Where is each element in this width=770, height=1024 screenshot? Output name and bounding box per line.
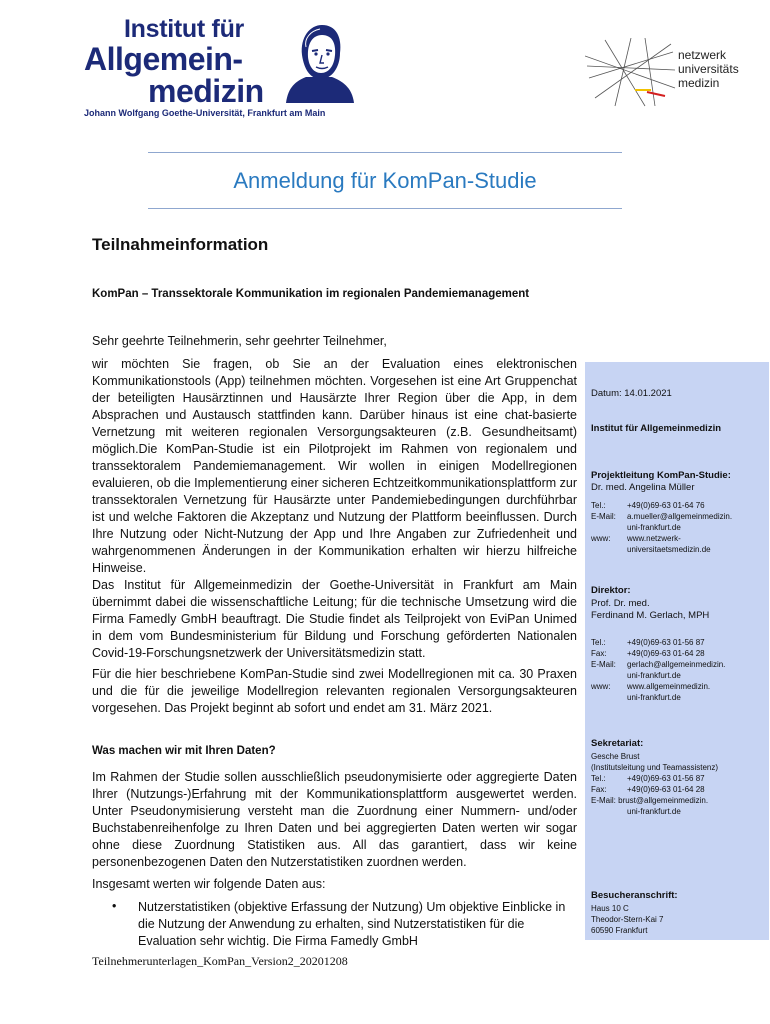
sidebar-d-www-2: uni-frankfurt.de: [627, 693, 681, 702]
network-logo: [585, 38, 739, 108]
paragraph-institute: Das Institut für Allgemeinmedizin der Goethe-Universität in Frankfurt am Main übernimmt dabei die wissenschaftliche Leitung; für die technische Umsetzung wird die Firma Famedly GmbH beauftragt. Die Studie findet als Teilprojekt von EviPan Unimed in dem vom Bundesministerium für Bildung und Forschung geförderten Nationalen Covid-19-Forschungsnetzwerk der Universitätsmedizin statt.: [92, 578, 577, 660]
title-rule-bottom: [148, 208, 622, 209]
greeting: Sehr geehrte Teilnehmerin, sehr geehrter Teilnehmer,: [92, 334, 387, 348]
sidebar-project-lead-label: Projektleitung KomPan-Studie:: [591, 470, 731, 481]
sidebar-pl-www-2: universitaetsmedizin.de: [627, 545, 711, 554]
sidebar-secretariat-role: (Institutsleitung und Teamassistenz): [591, 763, 719, 772]
network-logo-line-2: universitäts: [678, 62, 739, 76]
sidebar-director-title: Prof. Dr. med.: [591, 598, 650, 609]
paragraph-model-regions: Für die hier beschriebene KomPan-Studie sind zwei Modellregionen mit ca. 30 Praxen und die für die jeweilige Modellregion relevanten regionalen Versorgungsakteuren vorgesehen. Das Projekt beginnt ab sofort und endet am 31. März 2021.: [92, 667, 577, 715]
network-logo-line-3: medizin: [678, 76, 720, 90]
contact-sidebar: [585, 362, 769, 940]
paragraph-data: Im Rahmen der Studie sollen ausschließlich pseudonymisierte oder aggregierte Daten Ihrer (Nutzungs-)Erfahrung mit der Kommunikationsplattform ausgewertet werden. Unter Pseudonymisierung versteht man die Zuordnung einer Nummern- und/oder Buchstabenreihenfolge zu Ihren Daten und bei aggregierten Daten werten wir sogar ohne diese Zuordnung Statistiken aus. All das garantiert, dass wir keine personenbezogenen Daten den Nutzerstatistiken zuordnen werden.: [92, 770, 577, 869]
goethe-portrait-icon: [276, 17, 362, 105]
data-heading: Was machen wir mit Ihren Daten?: [92, 745, 276, 757]
logo-line-2: Allgemein-: [84, 41, 243, 77]
sidebar-pl-email-2: uni-frankfurt.de: [627, 523, 681, 532]
sidebar-d-fax: Fax: +49(0)69-63 01-64 28: [591, 649, 705, 658]
footer-filename: Teilnehmerunterlagen_KomPan_Version2_20201208: [92, 954, 348, 968]
sidebar-d-phone: Tel.: +49(0)69-63 01-56 87: [591, 638, 705, 647]
study-title: KomPan – Transsektorale Kommunikation im regionalen Pandemiemanagement: [92, 288, 530, 300]
bullet-icon: •: [112, 899, 117, 913]
sidebar-pl-www: www: www.netzwerk-: [591, 534, 681, 543]
network-lines-icon: [585, 38, 677, 108]
section-title: Teilnahmeinformation: [92, 235, 269, 254]
sidebar-pl-phone: Tel.: +49(0)69-63 01-64 76: [591, 501, 705, 510]
sidebar-s-email: E-Mail: brust@allgemeinmedizin.: [591, 796, 709, 805]
sidebar-secretariat-name: Gesche Brust: [591, 752, 640, 761]
paragraph-intro: wir möchten Sie fragen, ob Sie an der Evaluation eines elektronischen Kommunikationstools (App) teilnehmen möchten. Vorgesehen ist eine Art Gruppenchat der beteiligten Hausärztinnen und Hausärzte Ihrer Region über die App, in dem Absprachen und Austausch stattfinden kann. Darüber hinaus ist eine chat-basierte Vernetzung mit weiteren regionalen Versorgungsakteuren (z.B. Gesundheitsamt) möglich.Die KomPan-Studie ist ein Pilotprojekt im Rahmen von regionalem und transsektoralem Pandemiemanagement. Wir wollen in einigen Modellregionen evaluieren, ob die Implementierung einer sicheren Echtzeitkommunikationsplattform zur transsektoralen Vernetzung für Hausärzte unter Pandemiebedingungen durchführbar ist und welche Faktoren die Akzeptanz und Nutzung der Plattform beeinflussen. Durch Ihre Nutzung oder Nicht-Nutzung der App und Ihre Angaben zur Zufriedenheit und wahrgenommenen Änderungen in der Kommunikation erhalten wir hierzu hilfreiche Hinweise.: [92, 357, 577, 575]
sidebar-d-www: www: www.allgemeinmedizin.: [591, 682, 711, 691]
document-title: Anmeldung für KomPan-Studie: [233, 168, 537, 193]
paragraph-data-list-intro: Insgesamt werten wir folgende Daten aus:: [92, 877, 326, 891]
sidebar-address-line-2: Theodor-Stern-Kai 7: [591, 915, 664, 924]
logo-university-line: Johann Wolfgang Goethe-Universität, Frankfurt am Main: [84, 108, 326, 118]
sidebar-secretariat-label: Sekretariat:: [591, 738, 644, 749]
sidebar-d-email: E-Mail: gerlach@allgemeinmedizin.: [591, 660, 726, 669]
sidebar-date: Datum: 14.01.2021: [591, 388, 672, 399]
sidebar-address-line-1: Haus 10 C: [591, 904, 629, 913]
sidebar-visitor-address-label: Besucheranschrift:: [591, 890, 678, 901]
sidebar-s-phone: Tel.: +49(0)69-63 01-56 87: [591, 774, 705, 783]
logo-line-1: Institut für: [124, 15, 244, 43]
institute-logo: [84, 15, 364, 118]
sidebar-s-email-2: uni-frankfurt.de: [627, 807, 681, 816]
list-item: Nutzerstatistiken (objektive Erfassung der Nutzung) Um objektive Einblicke in die Nutzung der Anwendung zu erhalten, sind Nutzerstatistiken für die Evaluation sehr wichtig. Die Firma Famedly GmbH: [138, 900, 566, 948]
sidebar-project-lead-name: Dr. med. Angelina Müller: [591, 482, 695, 493]
sidebar-director-label: Direktor:: [591, 585, 631, 596]
sidebar-d-email-2: uni-frankfurt.de: [627, 671, 681, 680]
sidebar-pl-email: E-Mail: a.mueller@allgemeinmedizin.: [591, 512, 733, 521]
title-rule-top: [148, 152, 622, 153]
network-logo-line-1: netzwerk: [678, 48, 727, 62]
sidebar-s-fax: Fax: +49(0)69-63 01-64 28: [591, 785, 705, 794]
logo-line-3: medizin: [148, 73, 264, 109]
sidebar-address-line-3: 60590 Frankfurt: [591, 926, 648, 935]
sidebar-institute: Institut für Allgemeinmedizin: [591, 423, 722, 434]
sidebar-director-name: Ferdinand M. Gerlach, MPH: [591, 610, 710, 621]
